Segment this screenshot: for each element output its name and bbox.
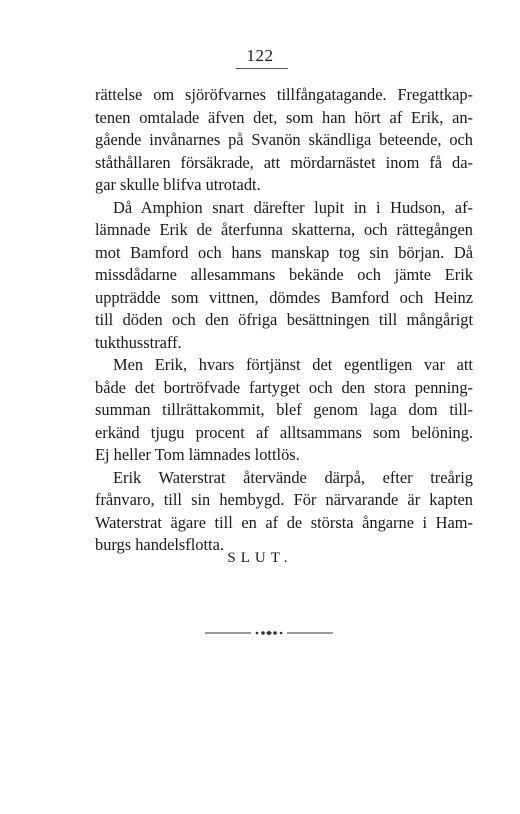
text-line: summan tillrättakommit, blef genom laga dom till- [95,400,473,419]
text-line: Då Amphion snart därefter lupit in i Hudson, af- [113,197,473,217]
text-line: missdådarne allesammans bekände och jämte Erik [95,265,473,284]
text-line: erkänd tjugu procent af alltsammans som belöning. [95,422,473,442]
text-line: till döden och den öfriga besättningen till mångårigt [95,310,473,329]
text-line: Men Erik, hvars förtjänst det egentligen var att [113,355,473,374]
text-block [95,84,473,557]
text-line: burgs handelsflotta. [95,535,224,554]
text-line: rättelse om sjöröfvarnes tillfångatagande. Fregattkap- [95,85,473,104]
text-line: uppträdde som vittnen, dömdes Bamford och Heinz [95,287,473,307]
end-mark: SLUT. [227,550,293,566]
text-line: Ej heller Tom lämnades lottlös. [95,445,300,464]
text-line: lämnade Erik de återfunna skatterna, och rättegången [95,220,473,239]
text-line: gående invånarnes på Svanön skändliga beteende, och [95,130,473,149]
page-number-rule [236,68,288,69]
text-line: frånvaro, till sin hembygd. För närvarande är kapten [95,490,473,509]
text-line: Waterstrat ägare till en af de största ångarne i Ham- [95,512,473,532]
text-line: gar skulle blifva utrotadt. [95,175,261,194]
text-line: tukthusstraff. [95,332,182,352]
text-line: Erik Waterstrat återvände därpå, efter treårig [113,467,473,487]
text-line: tenen omtalade äfven det, som han hört af Erik, an- [95,107,473,127]
text-line: både det bortröfvade fartyget och den stora penning- [95,377,473,397]
text-line: ståthållaren försäkrade, att mördarnästet inom få da- [95,152,473,172]
text-line: mot Bamford och hans manskap tog sin början. Då [95,242,473,262]
page-number: 122 [246,46,274,65]
ornament-divider [205,627,333,639]
